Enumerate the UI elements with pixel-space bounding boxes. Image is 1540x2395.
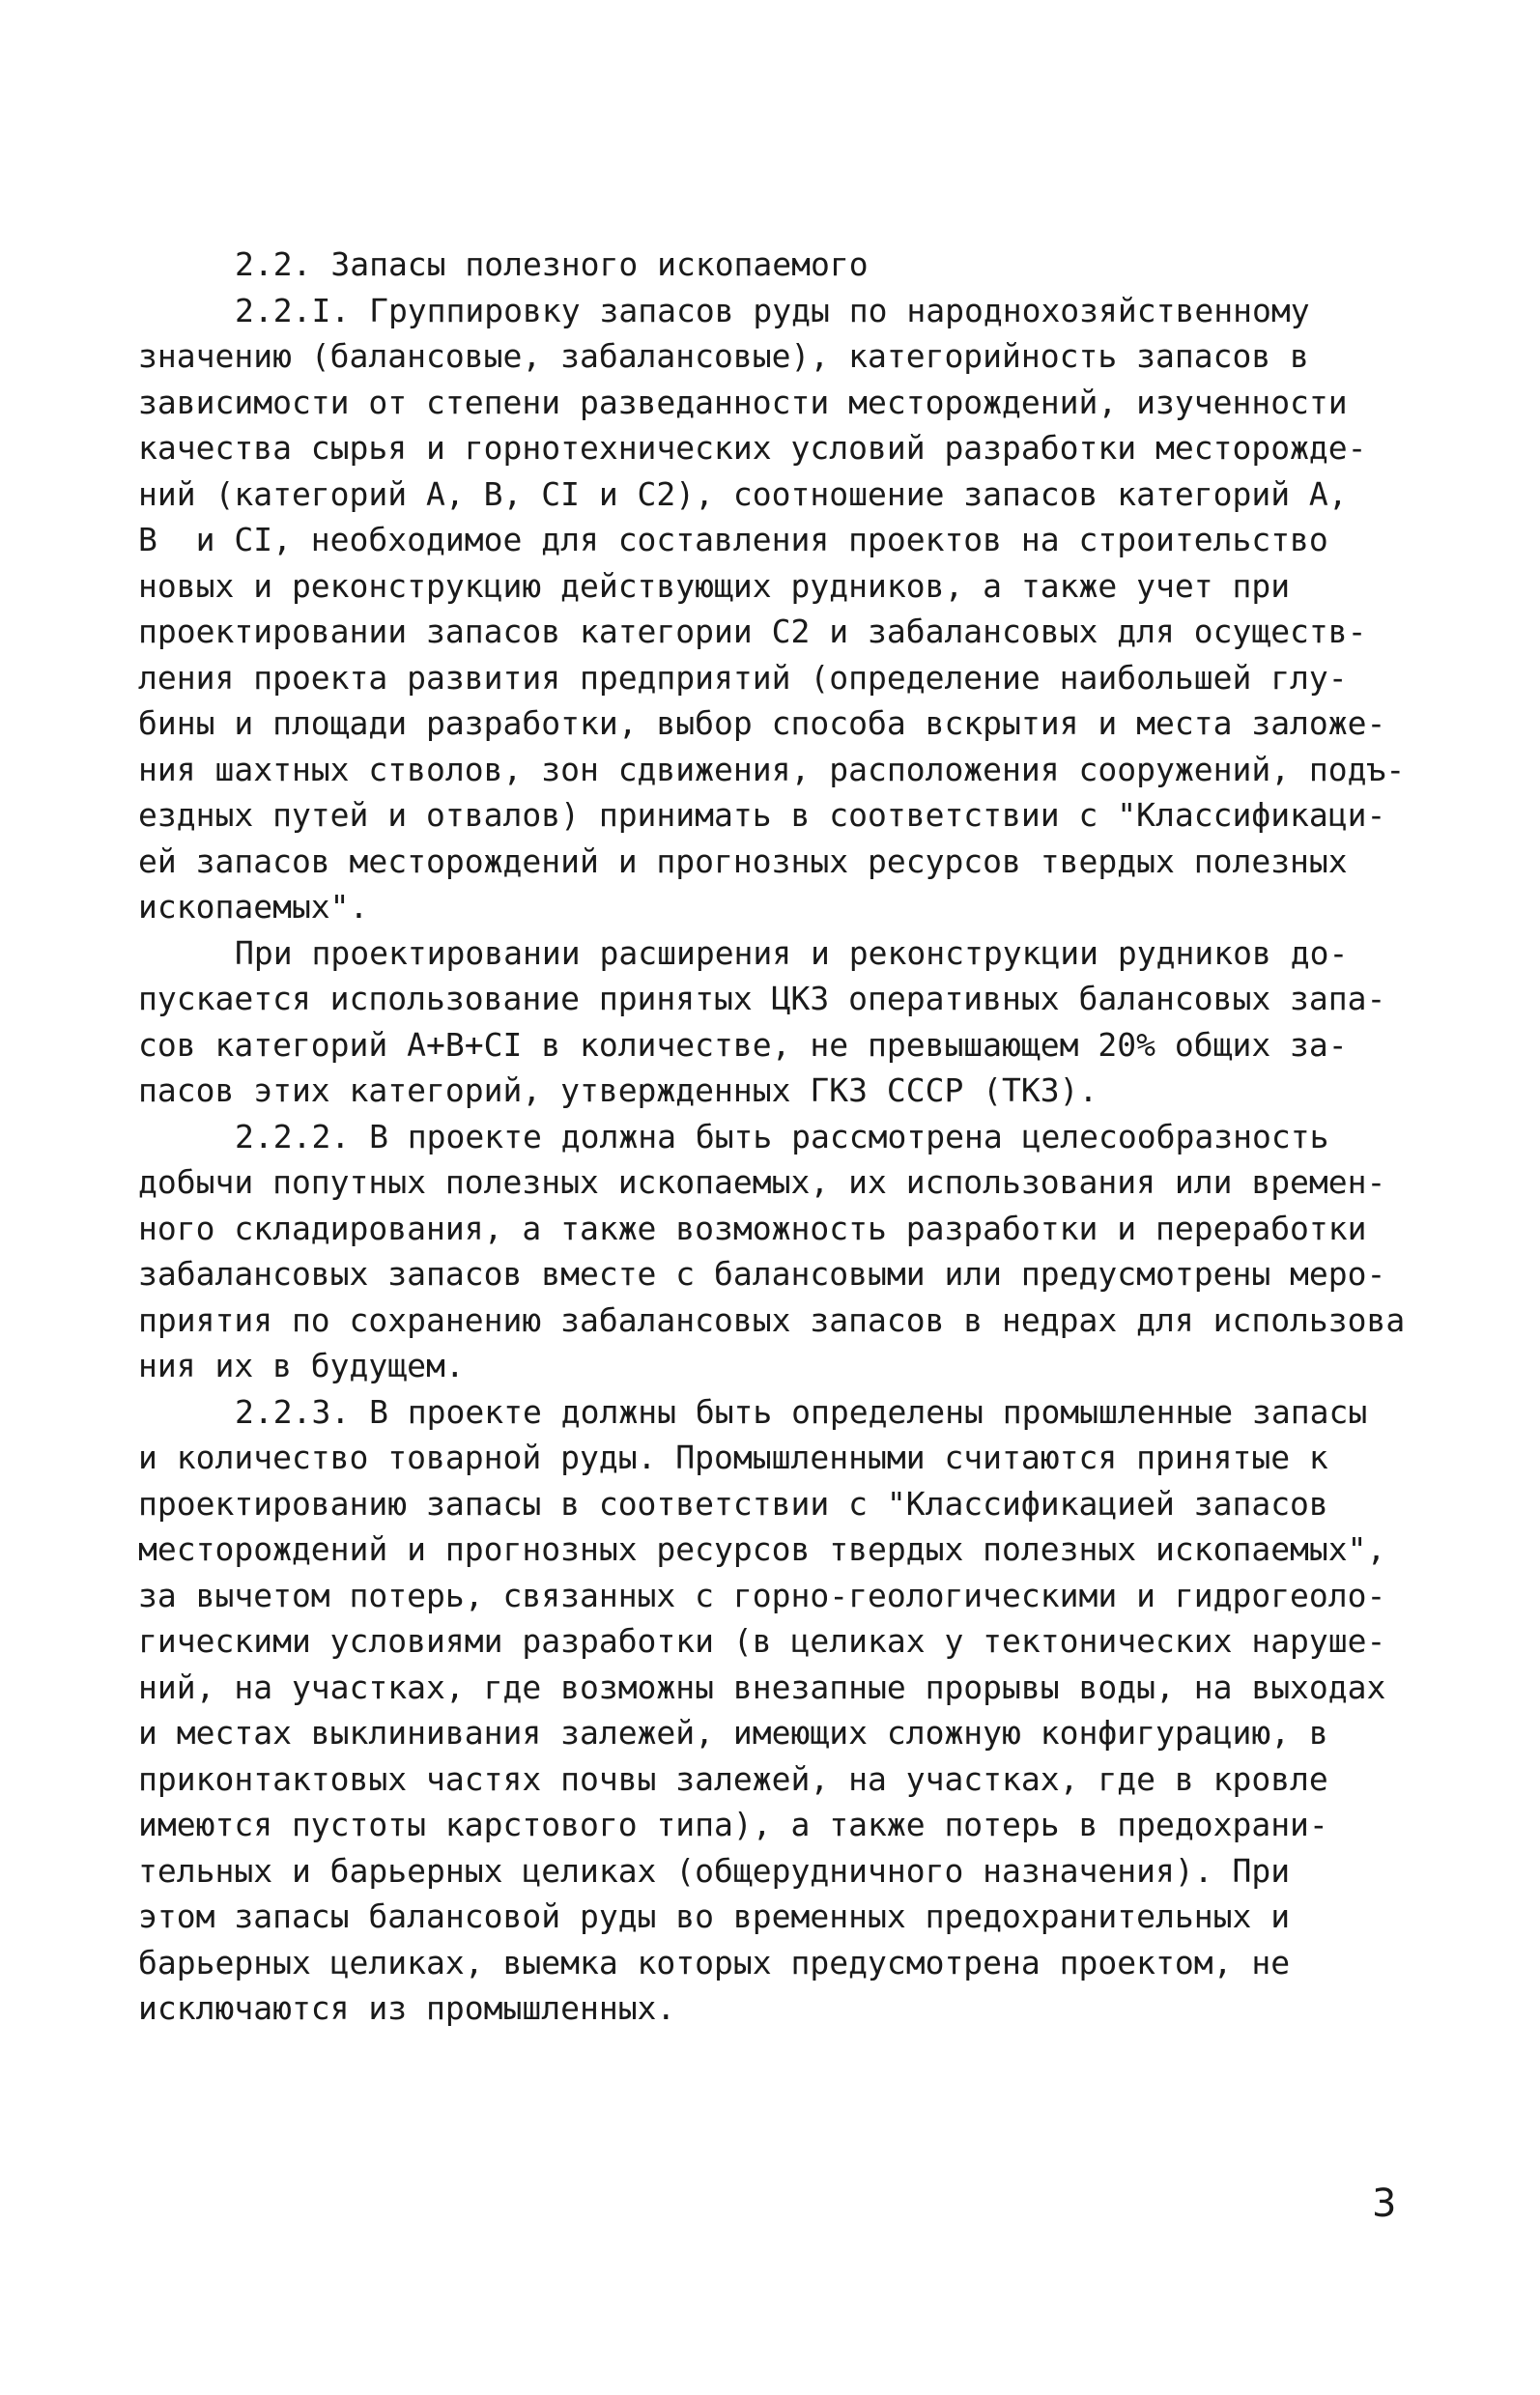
text-line: пасов этих категорий, утвержденных ГКЗ СССР (ТКЗ).: [138, 1071, 1098, 1109]
text-line: барьерных целиках, выемка которых предусмотрена проектом, не: [138, 1943, 1291, 1982]
text-line: новых и реконструкцию действующих рудников, а также учет при: [138, 566, 1291, 605]
text-line: пускается использование принятых ЦКЗ оперативных балансовых запа-: [138, 980, 1386, 1017]
text-line: При проектировании расширения и реконструкции рудников до-: [235, 933, 1349, 972]
text-line: приятия по сохранению забалансовых запасов в недрах для использова: [138, 1300, 1406, 1339]
text-line: забалансовых запасов вместе с балансовыми или предусмотрены меро-: [138, 1255, 1386, 1293]
text-line: 2.2.2. В проекте должна быть рассмотрена целесообразность: [235, 1117, 1329, 1155]
text-line: тельных и барьерных целиках (общерудничного назначения). При: [138, 1851, 1291, 1890]
text-line: исключаются из промышленных.: [138, 1989, 676, 2027]
text-line: приконтактовых частях почвы залежей, на участках, где в кровле: [138, 1759, 1328, 1798]
text-line: 2.2.I. Группировку запасов руды по народнохозяйственному: [235, 291, 1310, 329]
text-line: ископаемых".: [138, 888, 369, 926]
text-line: имеются пустоты карстового типа), а также потерь в предохрани-: [138, 1806, 1328, 1843]
text-line: проектированию запасы в соответствии с "Классификацией запасов: [138, 1484, 1328, 1523]
document-body: [138, 242, 1438, 2032]
text-line: ного складирования, а также возможность разработки и переработки: [138, 1209, 1367, 1247]
text-line: месторождений и прогнозных ресурсов твердых полезных ископаемых",: [138, 1530, 1386, 1568]
text-line: и местах выклинивания залежей, имеющих сложную конфигурацию, в: [138, 1714, 1328, 1752]
text-line: за вычетом потерь, связанных с горно-геологическими и гидрогеоло-: [138, 1576, 1386, 1614]
text-line: ния шахтных стволов, зон сдвижения, расположения сооружений, подъ-: [138, 750, 1406, 788]
text-line: проектировании запасов категории C2 и забалансовых для осуществ-: [138, 613, 1367, 650]
text-line: 2.2.3. В проекте должны быть определены промышленные запасы: [235, 1392, 1368, 1431]
text-line: зависимости от степени разведанности месторождений, изученности: [138, 383, 1348, 421]
text-line: значению (балансовые, забалансовые), категорийность запасов в: [138, 337, 1309, 375]
text-line: сов категорий А+В+CI в количестве, не превышающем 20% общих за-: [138, 1025, 1348, 1064]
page-number: 3: [1372, 2181, 1397, 2226]
text-line: и количество товарной руды. Промышленными считаются принятые к: [138, 1439, 1328, 1476]
text-line: ездных путей и отвалов) принимать в соответствии с "Классификаци-: [138, 796, 1386, 834]
text-line: добычи попутных полезных ископаемых, их использования или времен-: [138, 1163, 1386, 1201]
text-line: ния их в будущем.: [138, 1347, 465, 1384]
text-line: ний (категорий А, В, CI и C2), соотношение запасов категорий А,: [138, 474, 1348, 513]
text-line: ей запасов месторождений и прогнозных ресурсов твердых полезных: [138, 841, 1348, 880]
text-line: 2.2. Запасы полезного ископаемого: [235, 245, 869, 283]
text-line: ления проекта развития предприятий (определение наибольшей глу-: [138, 658, 1348, 697]
text-line: гическими условиями разработки (в целиках у тектонических наруше-: [138, 1622, 1386, 1660]
text-line: бины и площади разработки, выбор способа вскрытия и места заложе-: [138, 704, 1386, 742]
text-line: ний, на участках, где возможны внезапные прорывы воды, на выходах: [138, 1668, 1386, 1706]
text-line: качества сырья и горнотехнических условий разработки месторожде-: [138, 429, 1367, 467]
text-line: этом запасы балансовой руды во временных предохранительных и: [138, 1897, 1291, 1935]
text-line: В и CI, необходимое для составления проектов на строительство: [138, 521, 1328, 558]
